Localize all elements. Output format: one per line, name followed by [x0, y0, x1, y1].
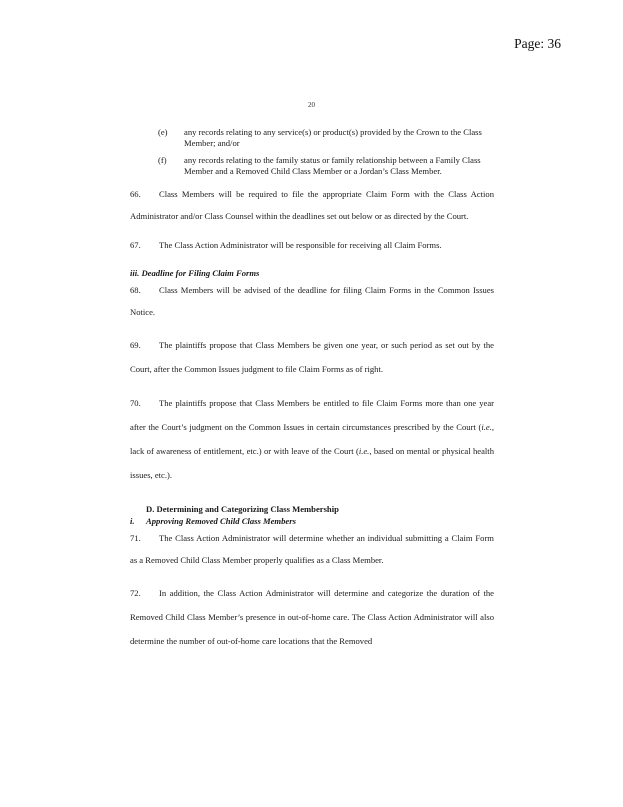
paragraph-text: Class Members will be advised of the deadline for filing Claim Forms in the Common Issues Notice.	[130, 285, 494, 317]
paragraph-text-a: The plaintiffs propose that Class Members be entitled to file Claim Forms more than one year after the Court’s judgment on the Common Issues in certain circumstances prescribed by the Court (	[130, 398, 494, 432]
paragraph-number: 71.	[130, 533, 141, 543]
paragraph-71	[130, 527, 494, 571]
paragraph-70	[130, 391, 494, 487]
paragraph-text: The plaintiffs propose that Class Members be given one year, or such period as set out by the Court, after the Common Issues judgment to file Claim Forms as of right.	[130, 340, 494, 374]
paragraph-text-c: , based on mental or physical health issues, etc.).	[130, 446, 494, 480]
paragraph-text-b: , lack of awareness of entitlement, etc.) or with leave of the Court (	[130, 422, 494, 456]
section-heading-determining: D. Determining and Categorizing Class Membership	[146, 504, 339, 514]
paragraph-text: The Class Action Administrator will determine whether an individual submitting a Claim Form as a Removed Child Class Member properly qualifies as a Class Member.	[130, 533, 494, 565]
subsection-number: i.	[130, 516, 135, 526]
list-item-label: (f)	[158, 155, 167, 165]
paragraph-text: In addition, the Class Action Administrator will determine and categorize the duration of the Removed Child Class Member’s presence in out-of-home care. The Class Action Administrator will also determine the number of out-of-home care locations that the Removed	[130, 588, 494, 646]
paragraph-number: 66.	[130, 189, 141, 199]
paragraph-text: The Class Action Administrator will be responsible for receiving all Claim Forms.	[159, 240, 442, 250]
paragraph-number: 67.	[130, 240, 141, 250]
list-item	[130, 127, 494, 149]
section-heading-deadline: iii. Deadline for Filing Claim Forms	[130, 268, 260, 278]
paragraph-number: 70.	[130, 398, 141, 408]
paragraph-number: 72.	[130, 588, 141, 598]
paragraph-66	[130, 183, 494, 227]
subsection-heading-approving	[130, 515, 494, 527]
list-item-text: any records relating to any service(s) or product(s) provided by the Crown to the Class Member; and/or	[184, 127, 482, 148]
ie-abbreviation: i.e.	[481, 422, 492, 432]
subsection-title: Approving Removed Child Class Members	[146, 516, 296, 526]
paragraph-number: 68.	[130, 285, 141, 295]
list-item-text: any records relating to the family status or family relationship between a Family Class Member and a Removed Child Class Member or a Jordan’s Class Member.	[184, 155, 481, 176]
paragraph-number: 69.	[130, 340, 141, 350]
ie-abbreviation: i.e.	[358, 446, 370, 456]
paragraph-72	[130, 581, 494, 653]
paragraph-67	[130, 233, 494, 257]
list-item-label: (e)	[158, 127, 168, 137]
document-body	[130, 127, 494, 653]
paragraph-69	[130, 333, 494, 381]
page-number: 20	[308, 101, 315, 109]
list-item	[130, 155, 494, 177]
paragraph-68	[130, 279, 494, 323]
paragraph-text: Class Members will be required to file the appropriate Claim Form with the Class Action Administrator and/or Class Counsel within the deadlines set out below or as directed by the Court.	[130, 189, 494, 221]
page-label: Page: 36	[514, 36, 561, 51]
